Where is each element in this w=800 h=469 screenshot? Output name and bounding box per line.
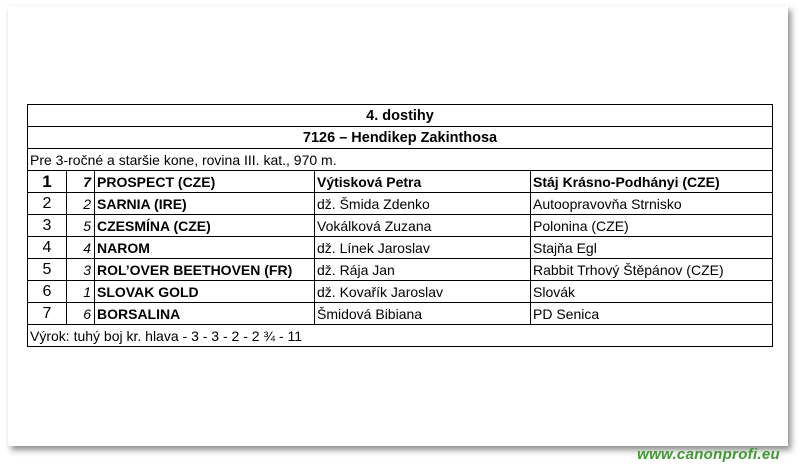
horse-cell: NAROM <box>95 237 315 259</box>
stable-cell: Stáj Krásno-Podhányi (CZE) <box>531 171 773 193</box>
stable-cell: Stajňa Egl <box>531 237 773 259</box>
jockey-cell: dž. Šmida Zdenko <box>315 193 531 215</box>
place-cell: 2 <box>28 193 67 215</box>
number-cell: 2 <box>67 193 95 215</box>
stable-cell: Rabbit Trhový Štěpánov (CZE) <box>531 259 773 281</box>
horse-cell: CZESMÍNA (CZE) <box>95 215 315 237</box>
race-name: 7126 – Hendikep Zakinthosa <box>28 127 773 149</box>
table-row <box>28 215 773 237</box>
horse-cell: PROSPECT (CZE) <box>95 171 315 193</box>
place-cell: 7 <box>28 303 67 325</box>
stable-cell: Autoopravovňa Strnisko <box>531 193 773 215</box>
place-cell: 1 <box>28 171 67 193</box>
horse-cell: SLOVAK GOLD <box>95 281 315 303</box>
jockey-cell: dž. Kovařík Jaroslav <box>315 281 531 303</box>
race-verdict-row <box>28 325 773 347</box>
number-cell: 7 <box>67 171 95 193</box>
place-cell: 5 <box>28 259 67 281</box>
race-heading-row <box>28 105 773 127</box>
place-cell: 6 <box>28 281 67 303</box>
number-cell: 3 <box>67 259 95 281</box>
jockey-cell: dž. Rája Jan <box>315 259 531 281</box>
race-conditions-row <box>28 149 773 171</box>
jockey-cell: Výtisková Petra <box>315 171 531 193</box>
stable-cell: Polonina (CZE) <box>531 215 773 237</box>
number-cell: 4 <box>67 237 95 259</box>
race-verdict: Výrok: tuhý boj kr. hlava - 3 - 3 - 2 - 2 ¾ - 11 <box>28 325 773 347</box>
place-cell: 4 <box>28 237 67 259</box>
table-row <box>28 193 773 215</box>
table-row <box>28 281 773 303</box>
horse-cell: SARNIA (IRE) <box>95 193 315 215</box>
watermark-logo: www.canonprofi.eu <box>637 446 780 463</box>
horse-cell: BORSALINA <box>95 303 315 325</box>
race-results-table <box>27 104 773 347</box>
race-heading: 4. dostihy <box>28 105 773 127</box>
stable-cell: PD Senica <box>531 303 773 325</box>
number-cell: 5 <box>67 215 95 237</box>
number-cell: 1 <box>67 281 95 303</box>
race-conditions: Pre 3-ročné a staršie kone, rovina III. kat., 970 m. <box>28 149 773 171</box>
table-row <box>28 237 773 259</box>
stable-cell: Slovák <box>531 281 773 303</box>
jockey-cell: dž. Línek Jaroslav <box>315 237 531 259</box>
table-row <box>28 259 773 281</box>
race-name-row <box>28 127 773 149</box>
table-row <box>28 303 773 325</box>
number-cell: 6 <box>67 303 95 325</box>
place-cell: 3 <box>28 215 67 237</box>
jockey-cell: Šmidová Bibiana <box>315 303 531 325</box>
jockey-cell: Vokálková Zuzana <box>315 215 531 237</box>
horse-cell: ROL’OVER BEETHOVEN (FR) <box>95 259 315 281</box>
table-row <box>28 171 773 193</box>
